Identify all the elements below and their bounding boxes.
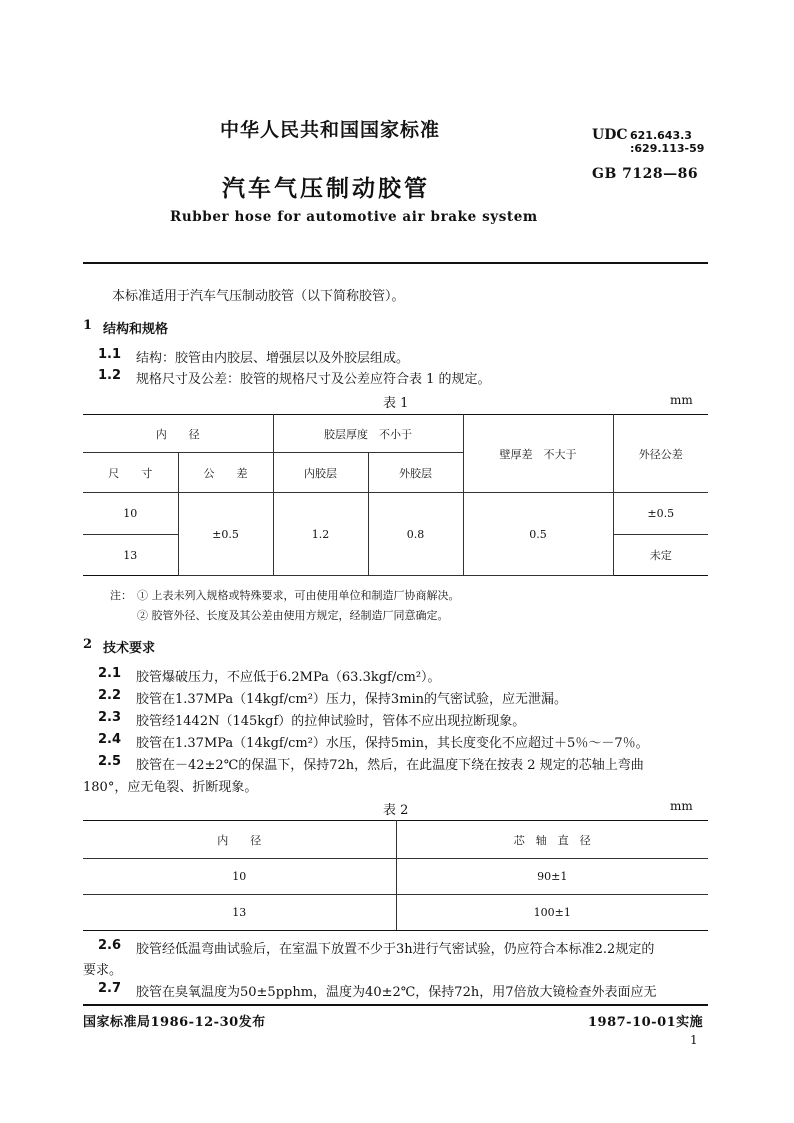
section-2-number: 2 bbox=[83, 637, 93, 652]
clause-2-6-text-line2: 要求。 bbox=[83, 963, 123, 978]
page-number: 1 bbox=[690, 1033, 698, 1047]
national-standard-heading: 中华人民共和国国家标准 bbox=[220, 119, 441, 141]
t1-header-layer-thickness: 胶层厚度 不小于 bbox=[273, 415, 463, 453]
header-divider bbox=[83, 262, 708, 264]
udc-label: UDC bbox=[592, 127, 628, 143]
clause-2-6-number: 2.6 bbox=[98, 938, 122, 953]
clause-2-1-number: 2.1 bbox=[98, 666, 122, 681]
section-2-title: 技术要求 bbox=[103, 641, 156, 656]
clause-1-2-number: 1.2 bbox=[98, 368, 122, 383]
notes-label: 注： bbox=[110, 589, 132, 602]
table-1-caption: 表 1 bbox=[383, 396, 409, 411]
footer-divider bbox=[83, 1004, 708, 1006]
t1-wall-diff-cell: 0.5 bbox=[463, 493, 613, 576]
table-1 bbox=[83, 414, 708, 576]
clause-2-4-text: 胶管在1.37MPa（14kgf/cm²）水压，保持5min，其长度变化不应超过＋5％～－7％。 bbox=[136, 736, 649, 751]
t1-inner-layer-cell: 1.2 bbox=[273, 493, 368, 576]
document-title-cn: 汽车气压制动胶管 bbox=[222, 175, 430, 202]
t2-row1-inner: 10 bbox=[83, 859, 396, 895]
t1-header-inner-layer: 内胶层 bbox=[273, 453, 368, 493]
intro-paragraph: 本标准适用于汽车气压制动胶管（以下简称胶管）。 bbox=[112, 289, 405, 304]
t1-row2-od: 未定 bbox=[613, 535, 708, 576]
clause-2-7-text: 胶管在臭氧温度为50±5pphm，温度为40±2℃，保持72h，用7倍放大镜检查外表面应无 bbox=[136, 985, 657, 1000]
t1-header-od-tolerance: 外径公差 bbox=[613, 415, 708, 493]
t1-row1-od: ±0.5 bbox=[613, 493, 708, 535]
clause-2-3-number: 2.3 bbox=[98, 710, 122, 725]
udc-code-line2: :629.113-59 bbox=[630, 142, 705, 155]
t1-header-tolerance: 公 差 bbox=[178, 453, 273, 493]
section-1-title: 结构和规格 bbox=[103, 322, 169, 337]
clause-2-5-number: 2.5 bbox=[98, 754, 122, 769]
effective-date: 1987-10-01实施 bbox=[588, 1015, 704, 1030]
note-1: ① 上表未列入规格或特殊要求，可由使用单位和制造厂协商解决。 bbox=[137, 589, 460, 602]
clause-2-6-text-line1: 胶管经低温弯曲试验后，在室温下放置不少于3h进行气密试验，仍应符合本标准2.2规定的 bbox=[136, 942, 655, 957]
t2-row2-mandrel: 100±1 bbox=[396, 895, 708, 931]
clause-2-1-text: 胶管爆破压力，不应低于6.2MPa（63.3kgf/cm²）。 bbox=[136, 670, 441, 685]
clause-2-7-number: 2.7 bbox=[98, 981, 122, 996]
t2-header-inner: 内 径 bbox=[83, 821, 396, 859]
t1-outer-layer-cell: 0.8 bbox=[368, 493, 463, 576]
t1-header-inner-diameter: 内 径 bbox=[83, 415, 273, 453]
t1-header-wall-diff: 壁厚差 不大于 bbox=[463, 415, 613, 493]
t1-tolerance-cell: ±0.5 bbox=[178, 493, 273, 576]
clause-2-3-text: 胶管经1442N（145kgf）的拉伸试验时，管体不应出现拉断现象。 bbox=[136, 714, 526, 729]
table-2 bbox=[83, 820, 708, 931]
clause-2-5-text-line1: 胶管在－42±2℃的保温下，保持72h，然后，在此温度下绕在按表 2 规定的芯轴上弯曲 bbox=[136, 758, 644, 773]
t2-row1-mandrel: 90±1 bbox=[396, 859, 708, 895]
table-2-caption: 表 2 bbox=[383, 803, 409, 818]
t2-header-mandrel: 芯 轴 直 径 bbox=[396, 821, 708, 859]
gb-code: GB 7128—86 bbox=[592, 166, 699, 182]
note-2: ② 胶管外径、长度及其公差由使用方规定，经制造厂同意确定。 bbox=[137, 609, 449, 622]
clause-1-1-text: 结构：胶管由内胶层、增强层以及外胶层组成。 bbox=[136, 351, 410, 366]
document-title-en: Rubber hose for automotive air brake system bbox=[170, 209, 538, 225]
clause-2-4-number: 2.4 bbox=[98, 732, 122, 747]
t1-header-size: 尺 寸 bbox=[83, 453, 178, 493]
clause-1-1-number: 1.1 bbox=[98, 347, 122, 362]
t2-row2-inner: 13 bbox=[83, 895, 396, 931]
issue-statement: 国家标准局1986-12-30发布 bbox=[83, 1015, 266, 1030]
clause-2-2-text: 胶管在1.37MPa（14kgf/cm²）压力，保持3min的气密试验，应无泄漏。 bbox=[136, 692, 568, 707]
table-2-unit: mm bbox=[670, 799, 693, 813]
section-1-number: 1 bbox=[83, 318, 93, 333]
t1-header-outer-layer: 外胶层 bbox=[368, 453, 463, 493]
udc-code-line1: 621.643.3 bbox=[630, 129, 692, 142]
t1-row2-size: 13 bbox=[83, 535, 178, 576]
clause-2-5-text-line2: 180°，应无龟裂、折断现象。 bbox=[83, 780, 258, 795]
table-1-unit: mm bbox=[670, 393, 693, 407]
clause-2-2-number: 2.2 bbox=[98, 688, 122, 703]
t1-row1-size: 10 bbox=[83, 493, 178, 535]
clause-1-2-text: 规格尺寸及公差：胶管的规格尺寸及公差应符合表 1 的规定。 bbox=[136, 372, 491, 387]
